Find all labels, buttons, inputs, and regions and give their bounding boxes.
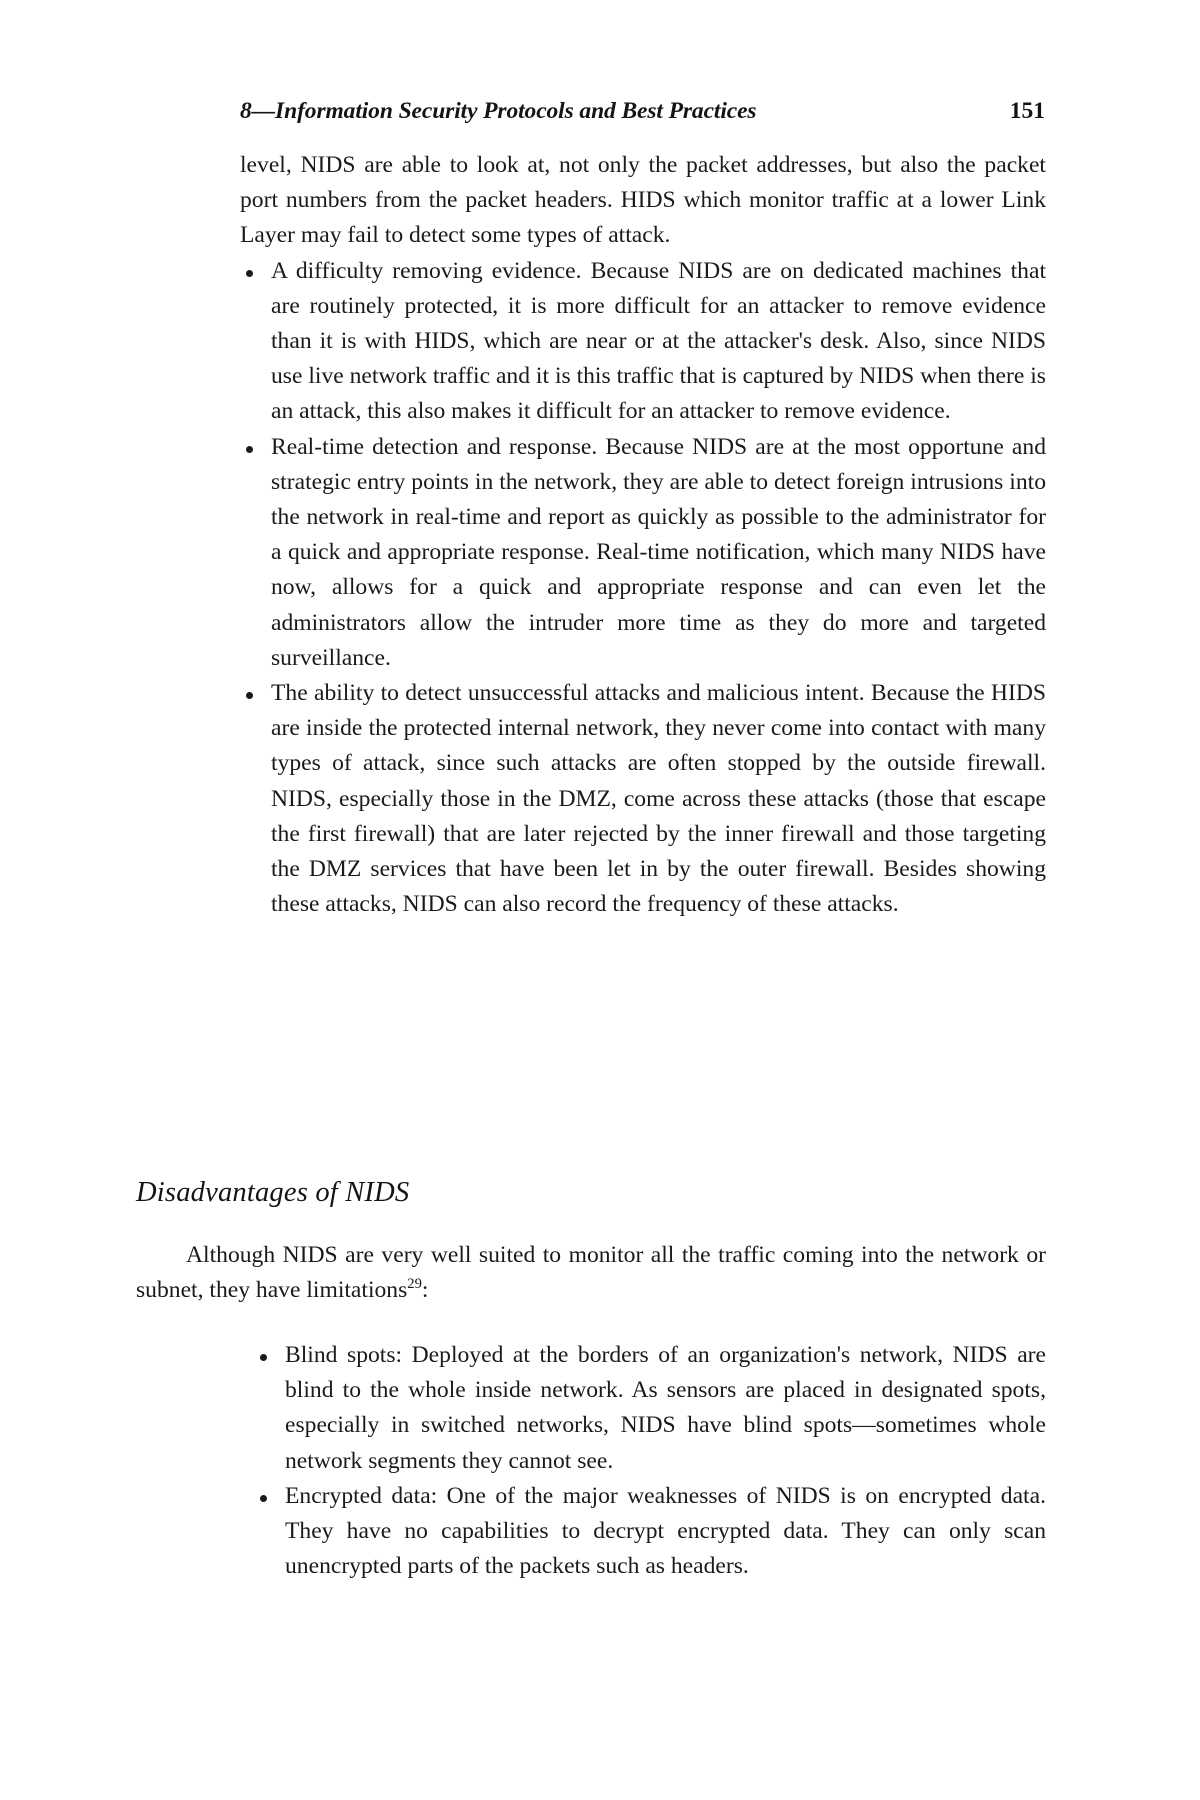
list-item: Blind spots: Deployed at the borders of an organization's network, NIDS are blind to the whole inside network. As sensors are placed in designated spots, especially in switched networks, NIDS have blind spots—sometimes whole network segments they cannot see. [254,1338,1046,1479]
advantages-bullet-list [240,254,1046,923]
page-number: 151 [1009,98,1045,124]
text-column [240,148,1046,922]
intro-paragraph-block [136,1238,1046,1308]
running-header-title: 8—Information Security Protocols and Best Practices [240,98,757,124]
disadvantages-section [240,1338,1046,1584]
list-item: Real-time detection and response. Because NIDS are at the most opportune and strategic entry points in the network, they are able to detect foreign intrusions into the network in real-time and report as quickly as possible to the administrator for a quick and appropriate response. Real-time notification, which many NIDS have now, allows for a quick and appropriate response and can even let the administrators allow the intruder more time as they do more and targeted surveillance. [240,430,1046,676]
disadvantages-bullet-list [254,1338,1046,1584]
section-heading: Disadvantages of NIDS [136,1177,410,1208]
running-header [240,98,1045,125]
continued-paragraph: level, NIDS are able to look at, not only the packet addresses, but also the packet port numbers from the packet headers. HIDS which monitor traffic at a lower Link Layer may fail to detect some types of attack. [240,152,1046,249]
list-item: Encrypted data: One of the major weaknesses of NIDS is on encrypted data. They have no capabilities to decrypt encrypted data. They can only scan unencrypted parts of the packets such as headers. [254,1479,1046,1585]
intro-text-before-footnote: Although NIDS are very well suited to monitor all the traffic coming into the network or subnet, they have limitations [136,1242,1046,1304]
intro-text-after-footnote: : [421,1277,429,1304]
intro-paragraph [136,1238,1046,1308]
list-item: A difficulty removing evidence. Because NIDS are on dedicated machines that are routinely protected, it is more difficult for an attacker to remove evidence than it is with HIDS, which are near or at the attacker's desk. Also, since NIDS use live network traffic and it is this traffic that is captured by NIDS when there is an attack, this also makes it difficult for an attacker to remove evidence. [240,254,1046,430]
footnote-reference: 29 [407,1276,422,1293]
list-item: The ability to detect unsuccessful attacks and malicious intent. Because the HIDS are inside the protected internal network, they never come into contact with many types of attack, since such attacks are often stopped by the outside firewall. NIDS, especially those in the DMZ, come across these attacks (those that escape the first firewall) that are later rejected by the inner firewall and those targeting the DMZ services that have been let in by the outer firewall. Besides showing these attacks, NIDS can also record the frequency of these attacks. [240,676,1046,922]
